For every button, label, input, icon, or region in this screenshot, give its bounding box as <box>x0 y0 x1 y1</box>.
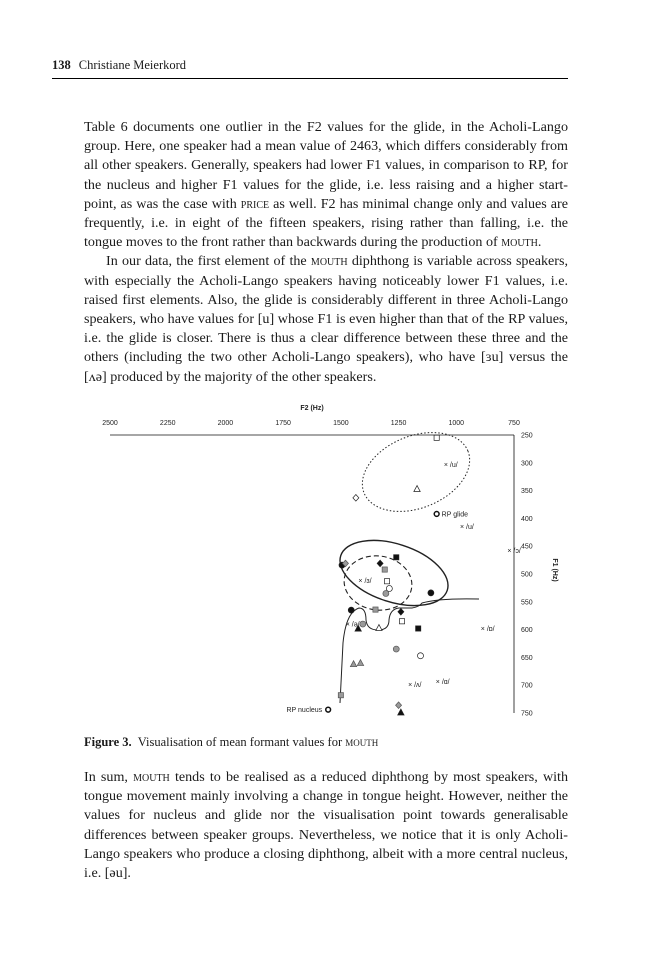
vowel-label: /ɜ/ <box>364 578 372 586</box>
vowel-mean-marker: × <box>408 682 413 690</box>
rp-reference-label: RP nucleus <box>286 707 323 715</box>
rp-reference-label: RP glide <box>441 511 469 519</box>
data-point-square <box>338 693 343 698</box>
data-point-triangle <box>376 625 382 631</box>
y-tick-label: 450 <box>521 543 533 551</box>
vowel-mean-marker: × <box>460 524 465 532</box>
running-header <box>52 58 568 79</box>
y-tick-label: 550 <box>521 599 533 607</box>
y-tick-labels <box>521 433 533 718</box>
nucleus-ellipse-solid <box>332 528 456 618</box>
data-point-square <box>394 555 399 560</box>
data-point-diamond <box>398 609 404 616</box>
x-tick-label: 1500 <box>333 420 349 427</box>
x-tick-label: 1250 <box>390 420 407 427</box>
x-tick-label: 750 <box>508 420 520 427</box>
data-point-diamond <box>353 495 359 502</box>
vowel-mean-marker: × <box>480 625 485 633</box>
data-point-diamond <box>377 560 383 567</box>
data-point-square <box>382 567 387 572</box>
y-tick-label: 300 <box>521 460 533 468</box>
y-tick-label: 600 <box>521 627 533 635</box>
y-tick-label: 350 <box>521 488 533 496</box>
body-paragraph-1-2 <box>84 118 568 387</box>
vowel-label: /ɔ/ <box>513 548 521 556</box>
data-point-circle <box>393 646 399 652</box>
vowel-label: /ɒ/ <box>486 625 495 633</box>
data-point-circle <box>348 607 354 613</box>
y-tick-label: 750 <box>521 710 533 718</box>
p2-text: In our data, the first element of the mouth diphthong is variable across speakers, with especially the Acholi-Lango speakers having noticeably lower F1 values, i.e. raised first elements. Also, the glide is considerably different in three Acholi-Lango speakers, who have values for [u] whose F1 is even higher than that of the RP values, i.e. the glide is closer. There is thus a clear difference between these three and the others (including the two other Acholi-Lango speakers), who have [ɜu] versus the [ʌə] produced by the majority of the other speakers. <box>84 253 568 385</box>
vowel-label: /ə/ <box>351 621 360 629</box>
x-tick-labels <box>102 420 520 427</box>
data-point-triangle <box>398 709 404 715</box>
figure-caption: Figure 3. Visualisation of mean formant values for mouth <box>84 735 379 749</box>
x-tick-label: 1750 <box>275 420 291 427</box>
data-point-triangle <box>350 661 356 667</box>
data-point-circle <box>428 590 434 596</box>
vowel-label: /u/ <box>449 461 458 469</box>
y-tick-label: 700 <box>521 682 533 690</box>
vowel-label: /u/ <box>466 524 474 532</box>
vowel-mean-marker: × <box>358 578 363 586</box>
formant-plot <box>94 398 564 723</box>
x-tick-label: 2000 <box>217 420 234 427</box>
rp-reference-marker <box>434 512 439 517</box>
vowel-mean-marker: × <box>507 548 512 556</box>
p1-text: Table 6 documents one outlier in the F2 values for the glide, in the Acholi-Lango group. Here, one speaker had a mean value of 2463, which differs considerably from all other speakers. Generally, speakers had lower F1 values, in comparison to RP, for the nucleus and higher F1 values for the glide, i.e. less raising and a higher start-point, as was the case with price as well. F2 has minimal change only and values are frequently, i.e. in eight of the fifteen speakers, rising rather than falling, i.e. the tongue moves to the front rather than backwards during the production of mouth. <box>84 119 568 251</box>
page-number: 138 <box>52 58 71 72</box>
running-author: Christiane Meierkord <box>78 58 187 72</box>
y-tick-label: 500 <box>521 571 533 579</box>
data-point-square <box>399 619 404 624</box>
data-point-triangle <box>357 660 363 666</box>
y-axis-label: F1 (Hz) <box>551 558 558 582</box>
data-point-circle <box>383 590 389 596</box>
caption-label: Figure 3. <box>84 735 132 749</box>
data-point-circle <box>360 621 366 627</box>
x-tick-label: 1000 <box>448 420 465 427</box>
data-point-square <box>434 435 439 440</box>
data-point-square <box>373 607 378 612</box>
y-tick-label: 250 <box>521 432 533 440</box>
data-point-square <box>384 579 389 584</box>
vowel-mean-marker: × <box>443 461 448 469</box>
y-tick-label: 400 <box>521 515 533 523</box>
y-tick-label: 650 <box>521 654 533 662</box>
vowel-label: /ʌ/ <box>414 682 422 690</box>
data-point-circle <box>418 653 424 659</box>
vowel-label: /ɑ/ <box>441 678 450 686</box>
data-point-diamond <box>396 702 402 709</box>
x-axis-label: F2 (Hz) <box>300 405 324 412</box>
x-tick-label: 2250 <box>159 420 176 427</box>
x-tick-label: 2500 <box>102 420 118 427</box>
data-point-triangle <box>414 486 420 492</box>
data-point-square <box>416 626 421 631</box>
vowel-mean-marker: × <box>345 621 350 629</box>
glide-ellipse-dotted <box>351 418 482 527</box>
body-paragraph-3: In sum, mouth tends to be realised as a reduced diphthong by most speakers, with tongue movement mainly involving a change in tongue height. However, neither the values for nucleus and glide nor the visualisation point towards generalisable differences between speaker groups. Nevertheless, we notice that it is only Acholi-Lango speakers who produce a closing diphthong, albeit with a more central nucleus, i.e. [əu]. <box>84 769 569 882</box>
speaker-points <box>338 435 439 715</box>
vowel-mean-marker: × <box>435 678 440 686</box>
figure-3-chart <box>94 398 564 723</box>
vowel-labels <box>346 462 521 689</box>
rp-reference-marker <box>326 707 331 712</box>
